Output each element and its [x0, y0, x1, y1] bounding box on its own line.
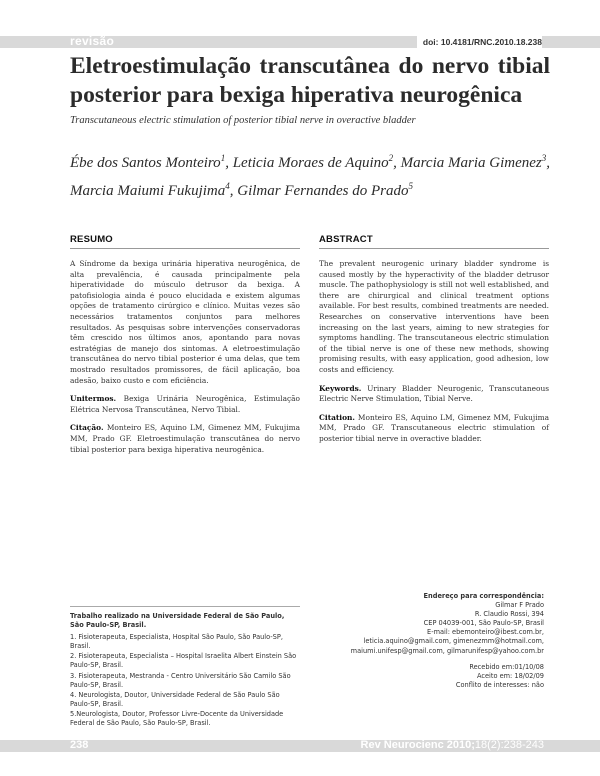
- resumo-heading: RESUMO: [70, 234, 113, 245]
- article-title: Eletroestimulação transcutânea do nervo tibial posterior para bexiga hiperativa neurogênica: [70, 53, 550, 108]
- doi[interactable]: doi: 10.4181/RNC.2010.18.238: [417, 36, 542, 48]
- affiliation-item: 4. Neurologista, Doutor, Universidade Federal de São Paulo São Paulo-SP, Brasil.: [70, 690, 280, 708]
- abstract-rule: [319, 248, 549, 249]
- affiliation-item: 2. Fisioterapeuta, Especialista – Hospital Israelita Albert Einstein São Paulo-SP, Brasil.: [70, 652, 297, 670]
- correspondence-street: R. Claudio Rossi, 394: [474, 610, 544, 619]
- page-number: 238: [70, 739, 89, 751]
- abstract-body: [319, 259, 549, 445]
- affiliation-item: 5.Neurologista, Doutor, Professor Livre-Docente da Universidade Federal de São Paulo, São Paulo-SP, Brasil.: [70, 709, 284, 728]
- correspondence-block: [344, 592, 544, 690]
- author: Gilmar Fernandes do Prado$^5$: [237, 181, 414, 199]
- resumo-body: [70, 259, 300, 455]
- abstract-keywords: Keywords. Urinary Bladder Neurogenic, Transcutaneous Electric Nerve Stimulation, Tibial Nerve.: [319, 383, 549, 404]
- footnote-divider: [70, 606, 300, 607]
- abstract-paragraph: The prevalent neurogenic urinary bladder syndrome is caused mostly by the hyperactivity of the bladder detrusor muscle. The pathophysiology is still not well established, and there are chirurgical and clinical treatment options available. For best results, combined treatments are needed. Researches on conservative interventions have been increasing on the last years, aiming to new strategies for symptoms handling. The transcutaneous electric stimulation of the tibial nerve is one of these new methods, showing promising results, with easy application, good adhesion, low costs and efficiency.: [319, 259, 549, 374]
- author: Marcia Maiumi Fukujima$^4$,: [70, 181, 238, 199]
- received-date: Recebido em:01/10/08: [469, 662, 544, 671]
- correspondence-email[interactable]: maiumi.unifesp@gmail.com, gilmarunifesp@yahoo.com.br: [350, 646, 544, 655]
- resumo-keywords: Unitermos. Bexiga Urinária Neurogênica, Estimulação Elétrica Nervosa Transcutânea, Nervo Tibial.: [70, 394, 300, 414]
- author: Leticia Moraes de Aquino$^2$,: [232, 153, 401, 171]
- correspondence-email[interactable]: E-mail: ebemonteiro@ibest.com.br,: [427, 628, 544, 637]
- author: Marcia Maria Gimenez$^3$,: [400, 153, 550, 171]
- correspondence-name: Gilmar F Prado: [495, 601, 544, 610]
- abstract-heading: ABSTRACT: [319, 234, 373, 245]
- conflict-of-interest: Conflito de interesses: não: [455, 680, 544, 689]
- author: Ébe dos Santos Monteiro$^1$,: [70, 153, 233, 171]
- affiliations: [70, 612, 300, 729]
- author-list: [70, 147, 550, 203]
- resumo-rule: [70, 248, 300, 249]
- journal-reference: Rev Neurocienc 2010;18(2):238-243: [360, 739, 544, 751]
- correspondence-heading: Endereço para correspondência:: [423, 592, 544, 600]
- work-location: Trabalho realizado na Universidade Federal de São Paulo, São Paulo-SP, Brasil.: [70, 612, 285, 630]
- accepted-date: Aceito em: 18/02/09: [476, 671, 544, 680]
- affiliation-item: 3. Fisioterapeuta, Mestranda - Centro Universitário São Camilo São Paulo-SP, Brasil.: [70, 671, 291, 689]
- abstract-section: [319, 234, 549, 453]
- abstract-citation: Citation. Monteiro ES, Aquino LM, Gimenez MM, Fukujima MM, Prado GF. Transcutaneous electric stimulation of posterior tibial nerve in overactive bladder.: [319, 412, 549, 443]
- resumo-section: [70, 234, 300, 463]
- resumo-paragraph: A Síndrome da bexiga urinária hiperativa neurogênica, de alta prevalência, é causada principalmente pela hiperatividade do músculo detrusor da bexiga. A patofisiologia ainda é pouco elucidada e existem algumas opções de tratamento cirúrgico e clínico. Muitas vezes são necessários tratamentos conjuntos para melhores resultados. As pesquisas sobre intervenções conservadoras têm crescido nos últimos anos, apontando para novas estratégias de manejo dos sintomas. A eletroestimulação transcutânea do nervo tibial posterior é uma delas, que tem mostrado resultados promissores, de fácil aplicação, boa adesão, baixo custo e com eficiência.: [70, 259, 300, 385]
- correspondence-cep: CEP 04039-001, São Paulo-SP, Brasil: [423, 619, 544, 628]
- correspondence-email[interactable]: leticia.aquino@gmail.com, gimenezmm@hotmail.com,: [363, 637, 544, 646]
- article-title-english: Transcutaneous electric stimulation of posterior tibial nerve in overactive bladder: [70, 115, 416, 126]
- affiliation-item: 1. Fisioterapeuta, Especialista, Hospital São Paulo, São Paulo-SP, Brasil.: [70, 633, 283, 651]
- section-tag: revisão: [70, 34, 115, 48]
- resumo-citation: Citação. Monteiro ES, Aquino LM, Gimenez MM, Fukujima MM, Prado GF. Eletroestimulação transcutânea do nervo tibial posterior para bexiga hiperativa neurogênica.: [70, 423, 300, 454]
